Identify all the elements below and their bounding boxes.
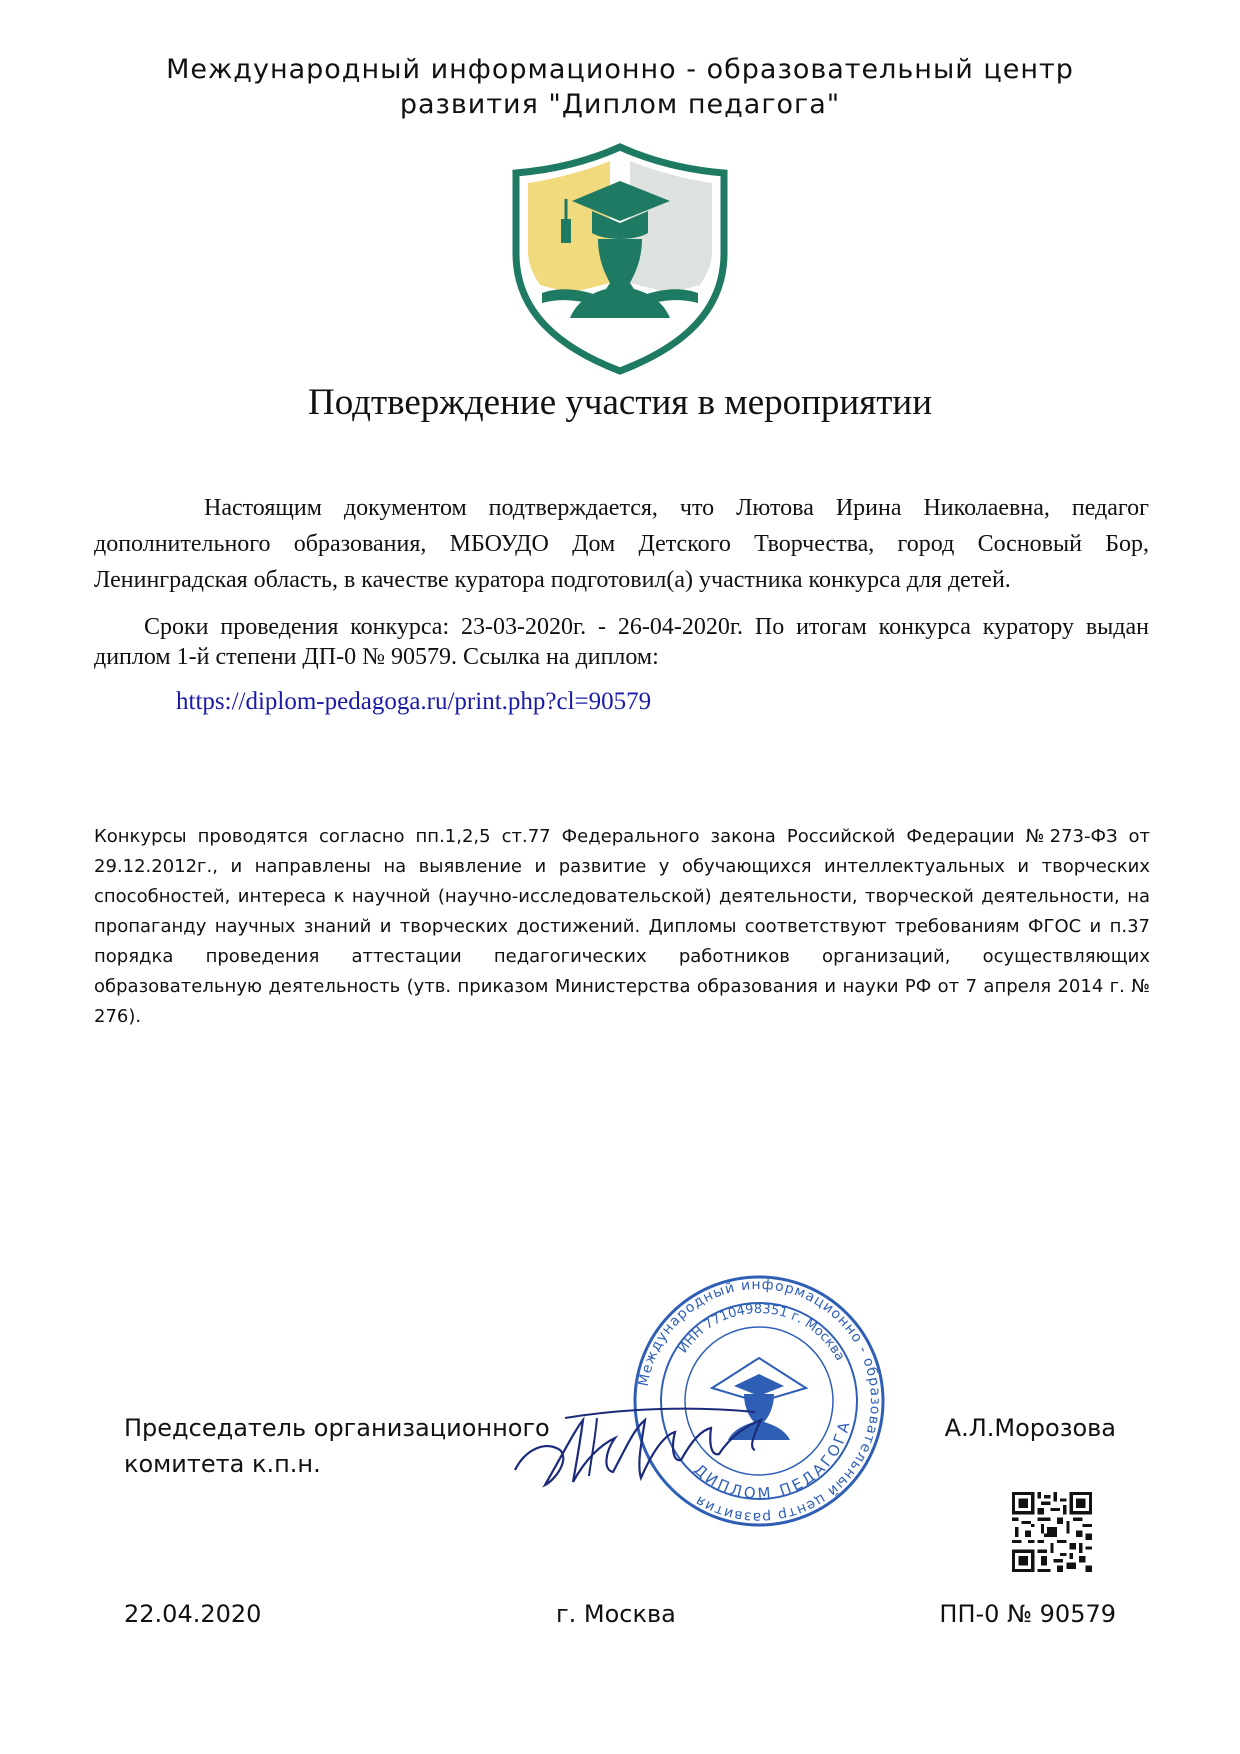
- document-number: ПП-0 № 90579: [939, 1600, 1116, 1628]
- signer-title-line2: комитета к.п.н.: [124, 1450, 321, 1478]
- document-title: Подтверждение участия в мероприятии: [307, 382, 933, 423]
- signer-title-line1: Председатель организационного: [124, 1414, 550, 1442]
- qr-code-icon: [1012, 1492, 1092, 1572]
- issue-city: г. Москва: [556, 1600, 676, 1628]
- svg-text:ДИПЛОМ ПЕДАГОГА: ДИПЛОМ ПЕДАГОГА: [690, 1417, 855, 1503]
- svg-text:Международный информационно -: Международный информационно - образовательный центр развития: [635, 1276, 884, 1526]
- diploma-link[interactable]: https://diplom-pedagoga.ru/print.php?cl=90579: [176, 688, 652, 715]
- signer-title: [124, 1410, 550, 1482]
- organization-name-line1: Международный информационно - образовательный центр: [166, 54, 1074, 85]
- confirmation-paragraph: Настоящим документом подтверждается, что Лютова Ирина Николаевна, педагог дополнительного образования, МБОУДО Дом Детского Творчества, город Сосновый Бор, Ленинградская область, в качестве куратора подготовил(а) участника конкурса для детей.: [94, 495, 1149, 593]
- organization-header: [100, 52, 1140, 122]
- svg-text:ИНН 7710498351 г. Москва: ИНН 7710498351 г. Москва: [675, 1301, 848, 1364]
- organization-name-line2: развития "Диплом педагога": [399, 89, 841, 120]
- legal-basis-paragraph: Конкурсы проводятся согласно пп.1,2,5 ст.77 Федерального закона Российской Федерации №273-ФЗ от 29.12.2012г., и направлены на выявление и развитие у обучающихся интеллектуальных и творческих способностей, интереса к научной (научно-исследовательской) деятельности, творческой деятельности, на пропаганду научных знаний и творческих достижений. Дипломы соответствуют требованиям ФГОС и п.37 порядка проведения аттестации педагогических работников организаций, осуществляющих образовательную деятельность (утв. приказом Министерства образования и науки РФ от 7 апреля 2014 г. № 276).: [94, 826, 1150, 1027]
- issue-date: 22.04.2020: [124, 1600, 262, 1628]
- signer-name: А.Л.Морозова: [944, 1414, 1116, 1442]
- contest-dates-paragraph: Сроки проведения конкурса: 23-03-2020г. - 26-04-2020г. По итогам конкурса куратору выдан диплом 1-й степени ДП-0 № 90579. Ссылка на диплом:: [94, 614, 1149, 670]
- shield-logo-icon: [510, 143, 730, 375]
